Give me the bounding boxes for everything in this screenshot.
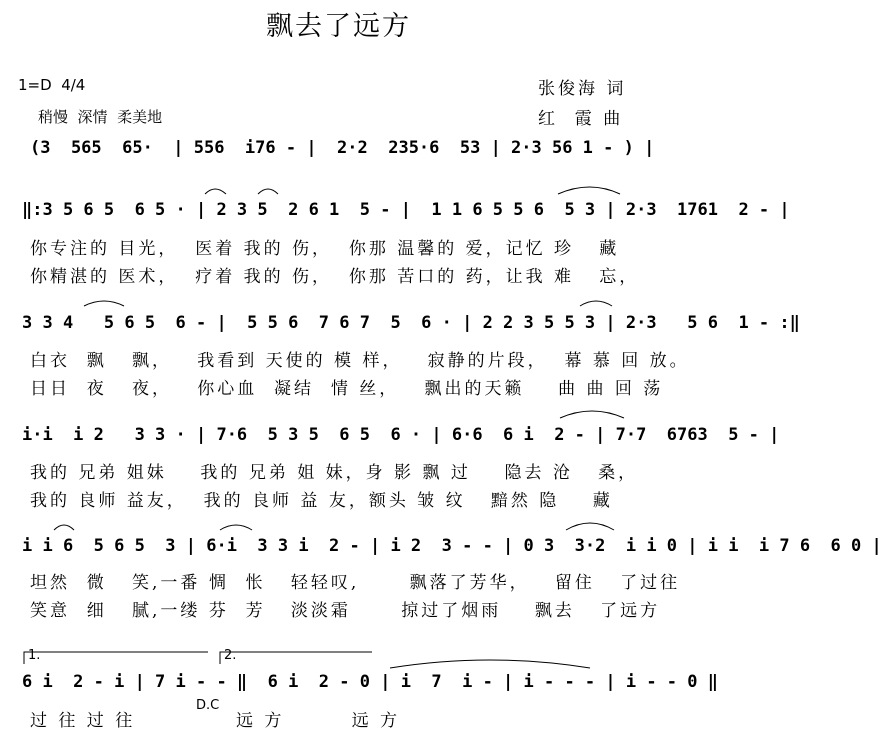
- slur: [220, 525, 252, 530]
- lyrics-row-5-verse-1: 过 往 过 往: [30, 711, 136, 731]
- slur: [390, 660, 590, 668]
- notes-row-5: 6 i 2 - i | 7 i - - ‖ 6 i 2 - 0 | i 7 i - | i - - - | i - - 0 ‖: [22, 672, 718, 692]
- slur: [566, 523, 614, 530]
- slur: [205, 189, 226, 194]
- key-signature: 1=D 4/4: [18, 76, 86, 94]
- composer: 红 霞 曲: [538, 109, 624, 129]
- slur: [558, 187, 620, 194]
- slur: [84, 301, 124, 306]
- lyrics-row-3-verse-1: 我的 兄弟 姐妹 我的 兄弟 姐 妹，身 影 飘 过 隐去 沧 桑，: [30, 463, 639, 483]
- lyricist: 张俊海 词: [538, 79, 627, 99]
- slur: [580, 301, 612, 306]
- lyrics-row-3-verse-2: 我的 良师 益友， 我的 良师 益 友，额头 皱 纹 黯然 隐 藏: [30, 491, 613, 511]
- lyrics-row-2-verse-1: 白衣 飘 飘， 我看到 天使的 模 样， 寂静的片段， 幕 慕 回 放。: [30, 351, 690, 371]
- notes-row-1: ‖:3 5 6 5 6 5 · | 2 3 5 2 6 1 5 - | 1 1 6 5 5 6 5 3 | 2·3 1761 2 - |: [22, 200, 790, 220]
- lyrics-row-4-verse-1: 坦然 微 笑,一番 惆 怅 轻轻叹, 飘落了芳华， 留住 了过往: [30, 573, 681, 593]
- notes-row-3: i·i i 2 3 3 · | 7·6 5 3 5 6 5 6 · | 6·6 6 i 2 - | 7·7 6763 5 - |: [22, 425, 780, 445]
- ending-1-label: 1.: [28, 648, 41, 663]
- tempo-mark: 稍慢 深情 柔美地: [38, 108, 163, 126]
- intro-notes: (3 565 65· | 556 i76 - | 2·2 235·6 53 | 2·3 56 1 - ) |: [30, 138, 655, 158]
- slur: [258, 189, 278, 194]
- ending-2-label: 2.: [224, 648, 237, 663]
- volta-bracket-2: [220, 652, 372, 664]
- song-title: 飘去了远方: [266, 11, 411, 42]
- dc-marking: D.C: [196, 698, 220, 713]
- lyrics-row-1-verse-2: 你精湛的 医术， 疗着 我的 伤， 你那 苦口的 药，让我 难 忘，: [30, 267, 640, 287]
- volta-bracket-1: [24, 652, 208, 664]
- notes-row-4: i i 6 5 6 5 3 | 6·i 3 3 i 2 - | i 2 3 - - | 0 3 3·2 i i 0 | i i i 7 6 6 0 |: [22, 536, 882, 556]
- lyrics-row-2-verse-2: 日日 夜 夜， 你心血 凝结 情 丝， 飘出的天籁 曲 曲 回 荡: [30, 379, 664, 399]
- notes-row-2: 3 3 4 5 6 5 6 - | 5 5 6 7 6 7 5 6 · | 2 2 3 5 5 3 | 2·3 5 6 1 - :‖: [22, 313, 800, 333]
- lyrics-row-5-verse-2: 远 方 远 方: [236, 711, 401, 731]
- lyrics-row-4-verse-2: 笑意 细 腻,一缕 芬 芳 淡淡霜 掠过了烟雨 飘去 了远方: [30, 601, 661, 621]
- slur: [560, 411, 624, 418]
- slur: [54, 525, 74, 530]
- lyrics-row-1-verse-1: 你专注的 目光， 医着 我的 伤， 你那 温馨的 爱，记忆 珍 藏: [30, 239, 620, 259]
